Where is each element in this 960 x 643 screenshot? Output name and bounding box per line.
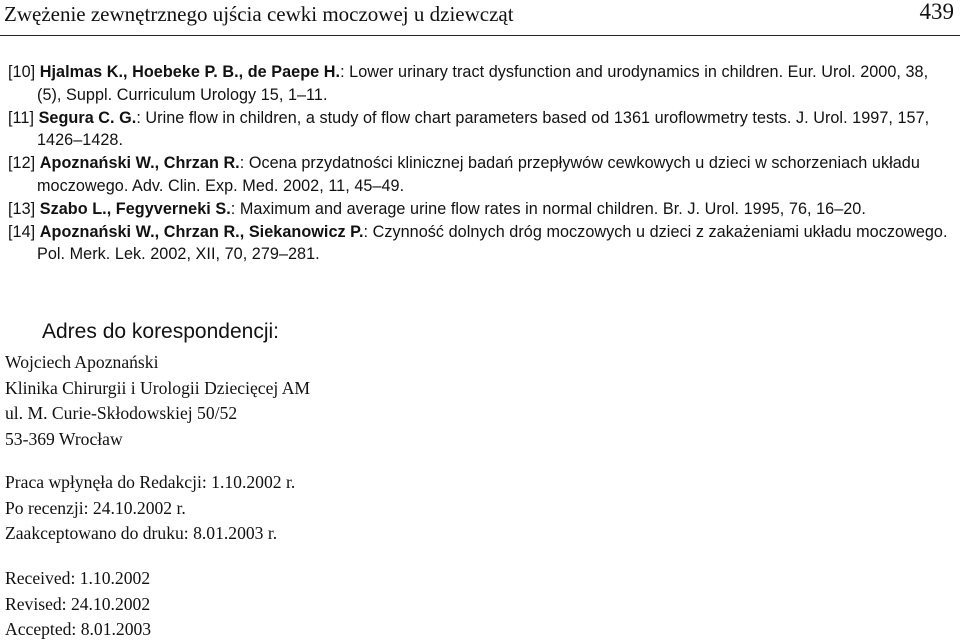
reference-authors: Apoznański W., Chrzan R. xyxy=(39,154,240,172)
address-line: ul. M. Curie-Skłodowskiej 50/52 xyxy=(5,403,238,423)
date-line: Accepted: 8.01.2003 xyxy=(5,619,152,639)
reference-text: : Czynność dolnych dróg moczowych u dzieci z zakażeniami układu moczowego. Pol. Merk. Lek. 2002, XII, 70, 279–281. xyxy=(37,222,948,263)
header-rule xyxy=(0,35,960,36)
reference-text: : Ocena przydatności klinicznej badań przepływów cewkowych u dzieci w schorzeniach układu moczowego. Adv. Clin. Exp. Med. 2002, 11, 45–49. xyxy=(37,154,920,195)
submission-dates-english xyxy=(5,566,151,643)
page-number: 439 xyxy=(919,0,954,24)
reference-text: : Lower urinary tract dysfunction and urodynamics in children. Eur. Urol. 2000, 38, (5), Suppl. Curriculum Urology 15, 1–11. xyxy=(37,63,929,104)
running-header xyxy=(4,0,956,30)
reference-number: [10] xyxy=(8,63,36,81)
reference-item xyxy=(8,61,954,106)
address-heading: Adres do korespondencji: xyxy=(42,320,279,343)
reference-text: : Urine flow in children, a study of flow chart parameters based od 1361 uroflowmetry tests. J. Urol. 1997, 157, 1426–1428. xyxy=(37,108,930,149)
submission-dates-polish xyxy=(5,470,295,547)
reference-item xyxy=(8,107,954,152)
date-line: Zaakceptowano do druku: 8.01.2003 r. xyxy=(5,523,278,543)
date-line: Po recenzji: 24.10.2002 r. xyxy=(5,497,186,518)
reference-authors: Segura C. G. xyxy=(38,108,137,127)
reference-number: [12] xyxy=(8,154,36,172)
running-title: Zwężenie zewnętrznego ujścia cewki moczowej u dziewcząt xyxy=(4,2,514,26)
reference-list xyxy=(8,61,954,266)
reference-number: [14] xyxy=(8,222,36,241)
reference-authors: Apoznański W., Chrzan R., Siekanowicz P. xyxy=(39,222,364,241)
date-line: Received: 1.10.2002 xyxy=(5,568,151,588)
reference-authors: Szabo L., Fegyverneki S. xyxy=(39,199,231,218)
reference-number: [11] xyxy=(8,108,34,127)
reference-number: [13] xyxy=(8,199,36,218)
date-line: Revised: 24.10.2002 xyxy=(5,593,151,614)
address-line: Klinika Chirurgii i Urologii Dziecięcej AM xyxy=(5,377,311,398)
reference-item xyxy=(8,152,954,197)
address-line: Wojciech Apoznański xyxy=(5,352,159,372)
address-line: 53-369 Wrocław xyxy=(5,428,123,449)
reference-text: : Maximum and average urine flow rates in normal children. Br. J. Urol. 1995, 76, 16–20. xyxy=(230,199,866,218)
reference-authors: Hjalmas K., Hoebeke P. B., de Paepe H. xyxy=(39,63,341,81)
reference-item xyxy=(8,221,954,266)
correspondence-address xyxy=(5,350,310,452)
date-line: Praca wpłynęła do Redakcji: 1.10.2002 r. xyxy=(5,472,296,492)
reference-item xyxy=(8,198,954,221)
